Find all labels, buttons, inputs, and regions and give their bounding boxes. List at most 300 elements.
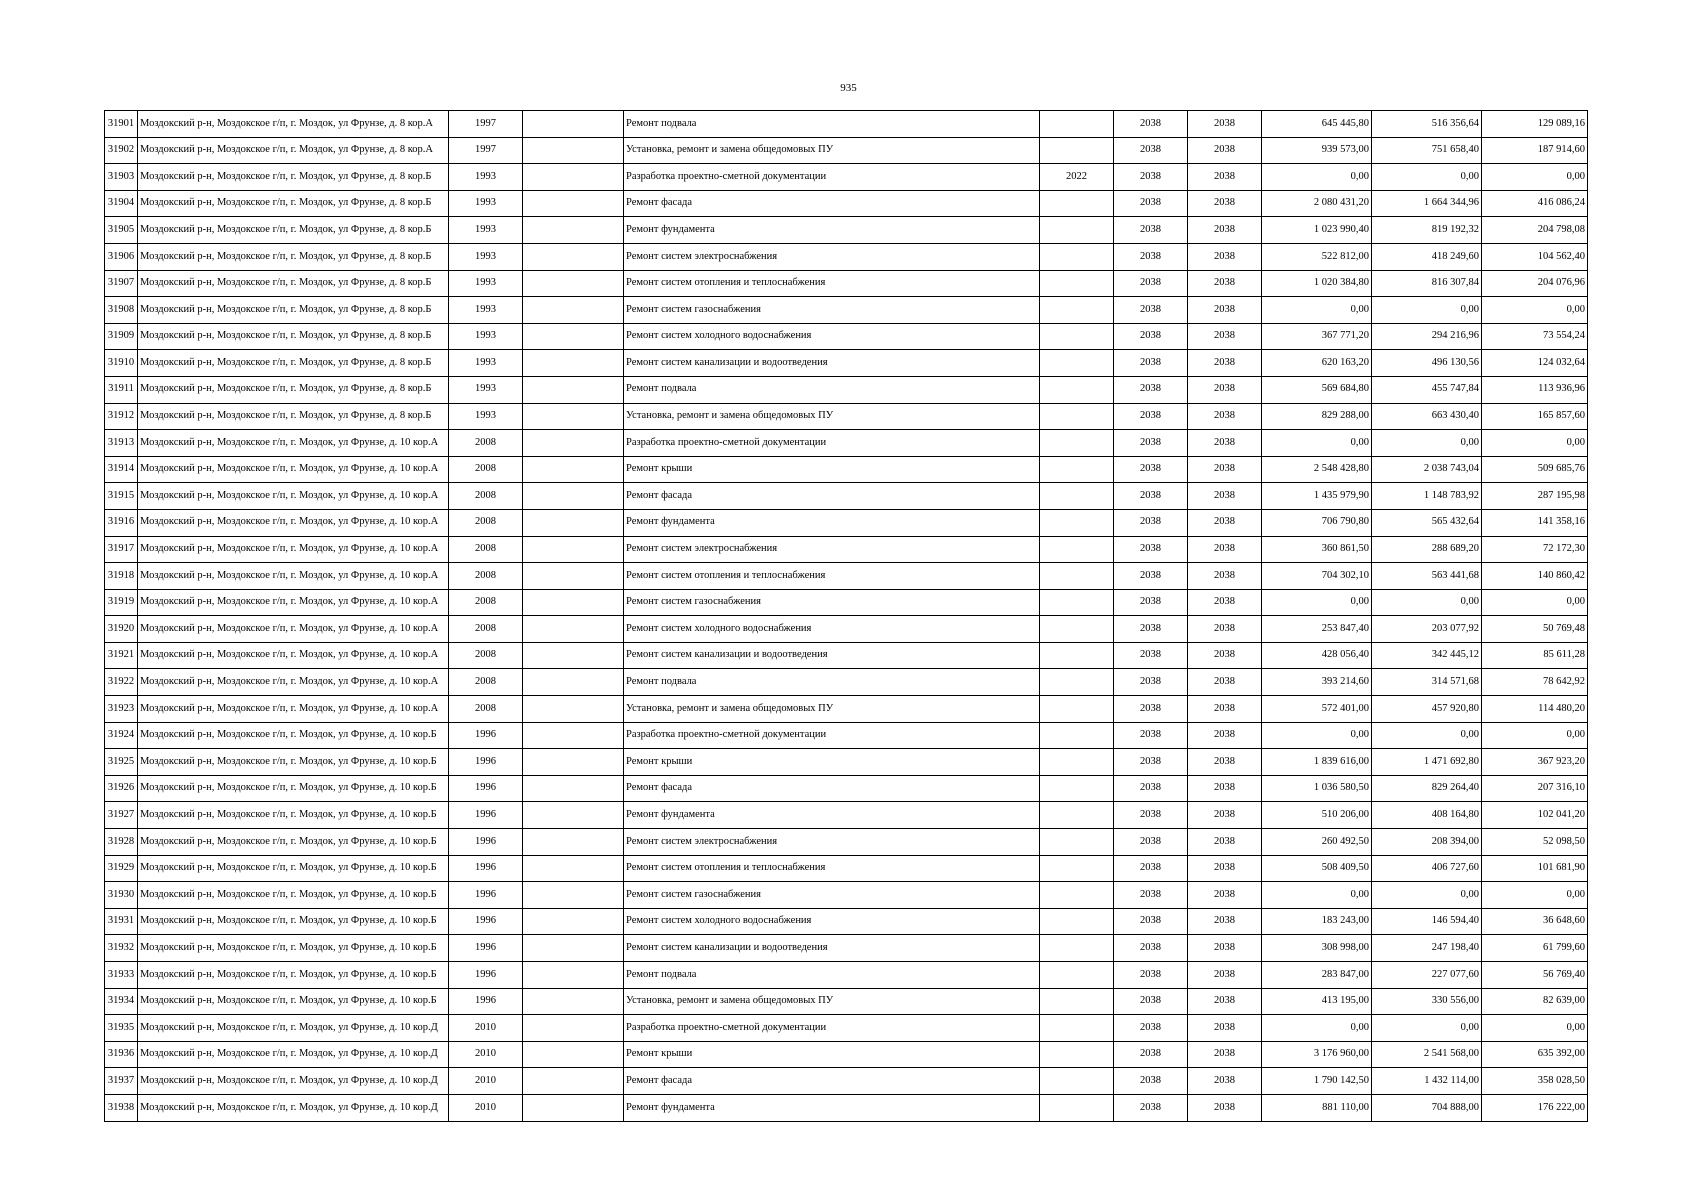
blank-cell <box>523 297 624 324</box>
owner-share-cell: 72 172,30 <box>1482 536 1588 563</box>
plan-end-cell: 2038 <box>1188 137 1262 164</box>
total-cost-cell: 508 409,50 <box>1262 855 1372 882</box>
year-cell <box>1040 403 1114 430</box>
plan-start-cell: 2038 <box>1114 563 1188 590</box>
table-row <box>105 297 1588 324</box>
year-cell <box>1040 137 1114 164</box>
plan-end-cell: 2038 <box>1188 882 1262 909</box>
build-year-cell: 1996 <box>449 855 523 882</box>
owner-share-cell: 73 554,24 <box>1482 323 1588 350</box>
year-cell <box>1040 696 1114 723</box>
blank-cell <box>523 642 624 669</box>
row-number: 31937 <box>105 1068 138 1095</box>
fund-share-cell: 0,00 <box>1372 430 1482 457</box>
blank-cell <box>523 855 624 882</box>
table-row <box>105 1068 1588 1095</box>
plan-end-cell: 2038 <box>1188 297 1262 324</box>
total-cost-cell: 0,00 <box>1262 722 1372 749</box>
build-year-cell: 2008 <box>449 509 523 536</box>
plan-end-cell: 2038 <box>1188 509 1262 536</box>
blank-cell <box>523 563 624 590</box>
plan-start-cell: 2038 <box>1114 908 1188 935</box>
work-type-cell: Ремонт систем канализации и водоотведения <box>624 642 1040 669</box>
work-type-cell: Ремонт фасада <box>624 775 1040 802</box>
work-type-cell: Ремонт подвала <box>624 111 1040 138</box>
plan-start-cell: 2038 <box>1114 403 1188 430</box>
fund-share-cell: 565 432,64 <box>1372 509 1482 536</box>
plan-end-cell: 2038 <box>1188 456 1262 483</box>
address-cell: Моздокский р-н, Моздокское г/п, г. Моздок, ул Фрунзе, д. 8 кор.Б <box>138 190 449 217</box>
plan-start-cell: 2038 <box>1114 589 1188 616</box>
year-cell <box>1040 642 1114 669</box>
table-row <box>105 217 1588 244</box>
owner-share-cell: 50 769,48 <box>1482 616 1588 643</box>
total-cost-cell: 367 771,20 <box>1262 323 1372 350</box>
fund-share-cell: 247 198,40 <box>1372 935 1482 962</box>
table-row <box>105 988 1588 1015</box>
address-cell: Моздокский р-н, Моздокское г/п, г. Моздок, ул Фрунзе, д. 10 кор.Б <box>138 962 449 989</box>
plan-end-cell: 2038 <box>1188 403 1262 430</box>
fund-share-cell: 330 556,00 <box>1372 988 1482 1015</box>
fund-share-cell: 704 888,00 <box>1372 1094 1482 1121</box>
blank-cell <box>523 323 624 350</box>
build-year-cell: 2008 <box>449 696 523 723</box>
build-year-cell: 1993 <box>449 243 523 270</box>
work-type-cell: Ремонт систем электроснабжения <box>624 536 1040 563</box>
table-row <box>105 376 1588 403</box>
table-row <box>105 722 1588 749</box>
table-row <box>105 164 1588 191</box>
row-number: 31902 <box>105 137 138 164</box>
plan-start-cell: 2038 <box>1114 190 1188 217</box>
address-cell: Моздокский р-н, Моздокское г/п, г. Моздок, ул Фрунзе, д. 10 кор.А <box>138 536 449 563</box>
plan-start-cell: 2038 <box>1114 430 1188 457</box>
year-cell <box>1040 829 1114 856</box>
blank-cell <box>523 1015 624 1042</box>
plan-start-cell: 2038 <box>1114 456 1188 483</box>
address-cell: Моздокский р-н, Моздокское г/п, г. Моздок, ул Фрунзе, д. 10 кор.Д <box>138 1015 449 1042</box>
build-year-cell: 1996 <box>449 802 523 829</box>
total-cost-cell: 572 401,00 <box>1262 696 1372 723</box>
owner-share-cell: 113 936,96 <box>1482 376 1588 403</box>
row-number: 31920 <box>105 616 138 643</box>
plan-end-cell: 2038 <box>1188 935 1262 962</box>
work-type-cell: Разработка проектно-сметной документации <box>624 1015 1040 1042</box>
build-year-cell: 2010 <box>449 1015 523 1042</box>
plan-end-cell: 2038 <box>1188 270 1262 297</box>
row-number: 31914 <box>105 456 138 483</box>
address-cell: Моздокский р-н, Моздокское г/п, г. Моздок, ул Фрунзе, д. 10 кор.Б <box>138 855 449 882</box>
work-type-cell: Ремонт систем электроснабжения <box>624 243 1040 270</box>
build-year-cell: 1993 <box>449 217 523 244</box>
plan-start-cell: 2038 <box>1114 988 1188 1015</box>
plan-start-cell: 2038 <box>1114 350 1188 377</box>
row-number: 31923 <box>105 696 138 723</box>
table-row <box>105 536 1588 563</box>
fund-share-cell: 663 430,40 <box>1372 403 1482 430</box>
table-row <box>105 243 1588 270</box>
fund-share-cell: 0,00 <box>1372 882 1482 909</box>
table-row <box>105 137 1588 164</box>
plan-end-cell: 2038 <box>1188 829 1262 856</box>
total-cost-cell: 283 847,00 <box>1262 962 1372 989</box>
total-cost-cell: 881 110,00 <box>1262 1094 1372 1121</box>
row-number: 31910 <box>105 350 138 377</box>
total-cost-cell: 0,00 <box>1262 430 1372 457</box>
owner-share-cell: 0,00 <box>1482 882 1588 909</box>
plan-start-cell: 2038 <box>1114 616 1188 643</box>
total-cost-cell: 1 790 142,50 <box>1262 1068 1372 1095</box>
table-row <box>105 802 1588 829</box>
total-cost-cell: 393 214,60 <box>1262 669 1372 696</box>
address-cell: Моздокский р-н, Моздокское г/п, г. Моздок, ул Фрунзе, д. 8 кор.А <box>138 137 449 164</box>
table-row <box>105 829 1588 856</box>
address-cell: Моздокский р-н, Моздокское г/п, г. Моздок, ул Фрунзе, д. 10 кор.А <box>138 616 449 643</box>
address-cell: Моздокский р-н, Моздокское г/п, г. Моздок, ул Фрунзе, д. 10 кор.Б <box>138 908 449 935</box>
work-type-cell: Ремонт крыши <box>624 456 1040 483</box>
blank-cell <box>523 775 624 802</box>
year-cell <box>1040 350 1114 377</box>
owner-share-cell: 287 195,98 <box>1482 483 1588 510</box>
blank-cell <box>523 243 624 270</box>
work-type-cell: Разработка проектно-сметной документации <box>624 722 1040 749</box>
build-year-cell: 1993 <box>449 403 523 430</box>
table-row <box>105 1094 1588 1121</box>
blank-cell <box>523 962 624 989</box>
work-type-cell: Ремонт систем отопления и теплоснабжения <box>624 855 1040 882</box>
table-row <box>105 855 1588 882</box>
plan-end-cell: 2038 <box>1188 111 1262 138</box>
owner-share-cell: 52 098,50 <box>1482 829 1588 856</box>
table-row <box>105 1041 1588 1068</box>
address-cell: Моздокский р-н, Моздокское г/п, г. Моздок, ул Фрунзе, д. 10 кор.Д <box>138 1041 449 1068</box>
plan-end-cell: 2038 <box>1188 855 1262 882</box>
work-type-cell: Ремонт систем холодного водоснабжения <box>624 908 1040 935</box>
work-type-cell: Ремонт систем электроснабжения <box>624 829 1040 856</box>
build-year-cell: 2010 <box>449 1041 523 1068</box>
page-number: 935 <box>840 82 857 94</box>
table-row <box>105 483 1588 510</box>
blank-cell <box>523 403 624 430</box>
work-type-cell: Ремонт крыши <box>624 749 1040 776</box>
work-type-cell: Ремонт систем отопления и теплоснабжения <box>624 563 1040 590</box>
work-type-cell: Ремонт фундамента <box>624 802 1040 829</box>
blank-cell <box>523 509 624 536</box>
plan-start-cell: 2038 <box>1114 323 1188 350</box>
fund-share-cell: 203 077,92 <box>1372 616 1482 643</box>
year-cell <box>1040 323 1114 350</box>
work-type-cell: Ремонт фасада <box>624 190 1040 217</box>
row-number: 31908 <box>105 297 138 324</box>
table-row <box>105 696 1588 723</box>
address-cell: Моздокский р-н, Моздокское г/п, г. Моздок, ул Фрунзе, д. 10 кор.А <box>138 642 449 669</box>
year-cell <box>1040 111 1114 138</box>
address-cell: Моздокский р-н, Моздокское г/п, г. Моздок, ул Фрунзе, д. 10 кор.Д <box>138 1094 449 1121</box>
total-cost-cell: 428 056,40 <box>1262 642 1372 669</box>
plan-end-cell: 2038 <box>1188 350 1262 377</box>
blank-cell <box>523 749 624 776</box>
owner-share-cell: 187 914,60 <box>1482 137 1588 164</box>
blank-cell <box>523 1068 624 1095</box>
total-cost-cell: 360 861,50 <box>1262 536 1372 563</box>
total-cost-cell: 3 176 960,00 <box>1262 1041 1372 1068</box>
plan-start-cell: 2038 <box>1114 270 1188 297</box>
work-type-cell: Ремонт систем канализации и водоотведения <box>624 350 1040 377</box>
work-type-cell: Ремонт подвала <box>624 376 1040 403</box>
build-year-cell: 1997 <box>449 137 523 164</box>
plan-start-cell: 2038 <box>1114 722 1188 749</box>
table-row <box>105 456 1588 483</box>
work-type-cell: Ремонт крыши <box>624 1041 1040 1068</box>
address-cell: Моздокский р-н, Моздокское г/п, г. Моздок, ул Фрунзе, д. 10 кор.А <box>138 563 449 590</box>
plan-end-cell: 2038 <box>1188 669 1262 696</box>
build-year-cell: 2008 <box>449 563 523 590</box>
fund-share-cell: 751 658,40 <box>1372 137 1482 164</box>
work-type-cell: Ремонт систем холодного водоснабжения <box>624 323 1040 350</box>
total-cost-cell: 0,00 <box>1262 1015 1372 1042</box>
row-number: 31932 <box>105 935 138 962</box>
row-number: 31915 <box>105 483 138 510</box>
plan-end-cell: 2038 <box>1188 908 1262 935</box>
fund-share-cell: 496 130,56 <box>1372 350 1482 377</box>
year-cell <box>1040 456 1114 483</box>
plan-end-cell: 2038 <box>1188 323 1262 350</box>
blank-cell <box>523 536 624 563</box>
year-cell <box>1040 297 1114 324</box>
owner-share-cell: 129 089,16 <box>1482 111 1588 138</box>
row-number: 31924 <box>105 722 138 749</box>
row-number: 31905 <box>105 217 138 244</box>
build-year-cell: 1993 <box>449 376 523 403</box>
address-cell: Моздокский р-н, Моздокское г/п, г. Моздок, ул Фрунзе, д. 10 кор.А <box>138 430 449 457</box>
build-year-cell: 2008 <box>449 430 523 457</box>
plan-end-cell: 2038 <box>1188 775 1262 802</box>
table-row <box>105 430 1588 457</box>
year-cell <box>1040 855 1114 882</box>
build-year-cell: 1996 <box>449 935 523 962</box>
work-type-cell: Ремонт фундамента <box>624 217 1040 244</box>
build-year-cell: 2008 <box>449 456 523 483</box>
address-cell: Моздокский р-н, Моздокское г/п, г. Моздок, ул Фрунзе, д. 8 кор.А <box>138 111 449 138</box>
work-type-cell: Ремонт фундамента <box>624 1094 1040 1121</box>
build-year-cell: 1996 <box>449 775 523 802</box>
blank-cell <box>523 908 624 935</box>
year-cell <box>1040 882 1114 909</box>
total-cost-cell: 620 163,20 <box>1262 350 1372 377</box>
plan-end-cell: 2038 <box>1188 536 1262 563</box>
address-cell: Моздокский р-н, Моздокское г/п, г. Моздок, ул Фрунзе, д. 10 кор.Б <box>138 988 449 1015</box>
row-number: 31909 <box>105 323 138 350</box>
fund-share-cell: 0,00 <box>1372 1015 1482 1042</box>
row-number: 31930 <box>105 882 138 909</box>
year-cell <box>1040 722 1114 749</box>
table-row <box>105 908 1588 935</box>
plan-end-cell: 2038 <box>1188 1015 1262 1042</box>
year-cell <box>1040 749 1114 776</box>
table-row <box>105 350 1588 377</box>
fund-share-cell: 294 216,96 <box>1372 323 1482 350</box>
build-year-cell: 2008 <box>449 536 523 563</box>
owner-share-cell: 78 642,92 <box>1482 669 1588 696</box>
row-number: 31935 <box>105 1015 138 1042</box>
fund-share-cell: 0,00 <box>1372 297 1482 324</box>
owner-share-cell: 0,00 <box>1482 722 1588 749</box>
owner-share-cell: 207 316,10 <box>1482 775 1588 802</box>
fund-share-cell: 146 594,40 <box>1372 908 1482 935</box>
work-type-cell: Ремонт систем газоснабжения <box>624 882 1040 909</box>
row-number: 31933 <box>105 962 138 989</box>
build-year-cell: 2010 <box>449 1094 523 1121</box>
row-number: 31917 <box>105 536 138 563</box>
address-cell: Моздокский р-н, Моздокское г/п, г. Моздок, ул Фрунзе, д. 10 кор.Б <box>138 775 449 802</box>
total-cost-cell: 308 998,00 <box>1262 935 1372 962</box>
fund-share-cell: 2 038 743,04 <box>1372 456 1482 483</box>
plan-end-cell: 2038 <box>1188 988 1262 1015</box>
plan-end-cell: 2038 <box>1188 1094 1262 1121</box>
plan-start-cell: 2038 <box>1114 137 1188 164</box>
address-cell: Моздокский р-н, Моздокское г/п, г. Моздок, ул Фрунзе, д. 8 кор.Б <box>138 350 449 377</box>
plan-start-cell: 2038 <box>1114 749 1188 776</box>
work-type-cell: Ремонт систем канализации и водоотведения <box>624 935 1040 962</box>
address-cell: Моздокский р-н, Моздокское г/п, г. Моздок, ул Фрунзе, д. 10 кор.Д <box>138 1068 449 1095</box>
owner-share-cell: 124 032,64 <box>1482 350 1588 377</box>
year-cell <box>1040 908 1114 935</box>
plan-end-cell: 2038 <box>1188 962 1262 989</box>
blank-cell <box>523 270 624 297</box>
work-type-cell: Ремонт фасада <box>624 1068 1040 1095</box>
total-cost-cell: 1 023 990,40 <box>1262 217 1372 244</box>
row-number: 31921 <box>105 642 138 669</box>
address-cell: Моздокский р-н, Моздокское г/п, г. Моздок, ул Фрунзе, д. 10 кор.А <box>138 696 449 723</box>
address-cell: Моздокский р-н, Моздокское г/п, г. Моздок, ул Фрунзе, д. 10 кор.Б <box>138 935 449 962</box>
total-cost-cell: 0,00 <box>1262 297 1372 324</box>
plan-start-cell: 2038 <box>1114 882 1188 909</box>
plan-start-cell: 2038 <box>1114 696 1188 723</box>
fund-share-cell: 406 727,60 <box>1372 855 1482 882</box>
blank-cell <box>523 722 624 749</box>
fund-share-cell: 2 541 568,00 <box>1372 1041 1482 1068</box>
fund-share-cell: 314 571,68 <box>1372 669 1482 696</box>
address-cell: Моздокский р-н, Моздокское г/п, г. Моздок, ул Фрунзе, д. 10 кор.Б <box>138 802 449 829</box>
table-row <box>105 1015 1588 1042</box>
address-cell: Моздокский р-н, Моздокское г/п, г. Моздок, ул Фрунзе, д. 8 кор.Б <box>138 164 449 191</box>
blank-cell <box>523 829 624 856</box>
owner-share-cell: 104 562,40 <box>1482 243 1588 270</box>
table-row <box>105 509 1588 536</box>
fund-share-cell: 342 445,12 <box>1372 642 1482 669</box>
plan-end-cell: 2038 <box>1188 190 1262 217</box>
year-cell <box>1040 563 1114 590</box>
owner-share-cell: 114 480,20 <box>1482 696 1588 723</box>
work-type-cell: Ремонт систем отопления и теплоснабжения <box>624 270 1040 297</box>
total-cost-cell: 2 548 428,80 <box>1262 456 1372 483</box>
owner-share-cell: 101 681,90 <box>1482 855 1588 882</box>
total-cost-cell: 0,00 <box>1262 164 1372 191</box>
table-row <box>105 270 1588 297</box>
row-number: 31922 <box>105 669 138 696</box>
year-cell <box>1040 1015 1114 1042</box>
build-year-cell: 1993 <box>449 270 523 297</box>
plan-start-cell: 2038 <box>1114 164 1188 191</box>
plan-end-cell: 2038 <box>1188 589 1262 616</box>
plan-start-cell: 2038 <box>1114 1041 1188 1068</box>
address-cell: Моздокский р-н, Моздокское г/п, г. Моздок, ул Фрунзе, д. 10 кор.А <box>138 456 449 483</box>
total-cost-cell: 1 020 384,80 <box>1262 270 1372 297</box>
blank-cell <box>523 988 624 1015</box>
table-row <box>105 190 1588 217</box>
owner-share-cell: 358 028,50 <box>1482 1068 1588 1095</box>
row-number: 31918 <box>105 563 138 590</box>
row-number: 31938 <box>105 1094 138 1121</box>
build-year-cell: 2008 <box>449 616 523 643</box>
build-year-cell: 1993 <box>449 323 523 350</box>
year-cell <box>1040 1094 1114 1121</box>
fund-share-cell: 563 441,68 <box>1372 563 1482 590</box>
total-cost-cell: 1 435 979,90 <box>1262 483 1372 510</box>
year-cell <box>1040 430 1114 457</box>
table-row <box>105 642 1588 669</box>
total-cost-cell: 183 243,00 <box>1262 908 1372 935</box>
address-cell: Моздокский р-н, Моздокское г/п, г. Моздок, ул Фрунзе, д. 10 кор.А <box>138 589 449 616</box>
build-year-cell: 1996 <box>449 988 523 1015</box>
plan-start-cell: 2038 <box>1114 962 1188 989</box>
row-number: 31907 <box>105 270 138 297</box>
year-cell <box>1040 802 1114 829</box>
total-cost-cell: 0,00 <box>1262 589 1372 616</box>
plan-end-cell: 2038 <box>1188 749 1262 776</box>
build-year-cell: 2010 <box>449 1068 523 1095</box>
total-cost-cell: 413 195,00 <box>1262 988 1372 1015</box>
build-year-cell: 2008 <box>449 669 523 696</box>
address-cell: Моздокский р-н, Моздокское г/п, г. Моздок, ул Фрунзе, д. 8 кор.Б <box>138 217 449 244</box>
owner-share-cell: 165 857,60 <box>1482 403 1588 430</box>
blank-cell <box>523 111 624 138</box>
plan-start-cell: 2038 <box>1114 483 1188 510</box>
row-number: 31916 <box>105 509 138 536</box>
address-cell: Моздокский р-н, Моздокское г/п, г. Моздок, ул Фрунзе, д. 8 кор.Б <box>138 403 449 430</box>
blank-cell <box>523 376 624 403</box>
work-type-cell: Ремонт систем холодного водоснабжения <box>624 616 1040 643</box>
blank-cell <box>523 935 624 962</box>
total-cost-cell: 569 684,80 <box>1262 376 1372 403</box>
total-cost-cell: 829 288,00 <box>1262 403 1372 430</box>
fund-share-cell: 418 249,60 <box>1372 243 1482 270</box>
plan-end-cell: 2038 <box>1188 802 1262 829</box>
blank-cell <box>523 430 624 457</box>
row-number: 31931 <box>105 908 138 935</box>
address-cell: Моздокский р-н, Моздокское г/п, г. Моздок, ул Фрунзе, д. 10 кор.А <box>138 483 449 510</box>
address-cell: Моздокский р-н, Моздокское г/п, г. Моздок, ул Фрунзе, д. 8 кор.Б <box>138 243 449 270</box>
owner-share-cell: 176 222,00 <box>1482 1094 1588 1121</box>
build-year-cell: 1993 <box>449 190 523 217</box>
fund-share-cell: 1 471 692,80 <box>1372 749 1482 776</box>
work-type-cell: Установка, ремонт и замена общедомовых ПУ <box>624 403 1040 430</box>
year-cell <box>1040 536 1114 563</box>
year-cell <box>1040 962 1114 989</box>
table-row <box>105 669 1588 696</box>
table-body <box>105 111 1588 1122</box>
blank-cell <box>523 589 624 616</box>
plan-end-cell: 2038 <box>1188 642 1262 669</box>
build-year-cell: 1996 <box>449 749 523 776</box>
work-type-cell: Ремонт систем газоснабжения <box>624 297 1040 324</box>
work-type-cell: Ремонт систем газоснабжения <box>624 589 1040 616</box>
plan-start-cell: 2038 <box>1114 243 1188 270</box>
owner-share-cell: 102 041,20 <box>1482 802 1588 829</box>
work-type-cell: Установка, ремонт и замена общедомовых ПУ <box>624 696 1040 723</box>
work-type-cell: Ремонт подвала <box>624 962 1040 989</box>
plan-start-cell: 2038 <box>1114 509 1188 536</box>
